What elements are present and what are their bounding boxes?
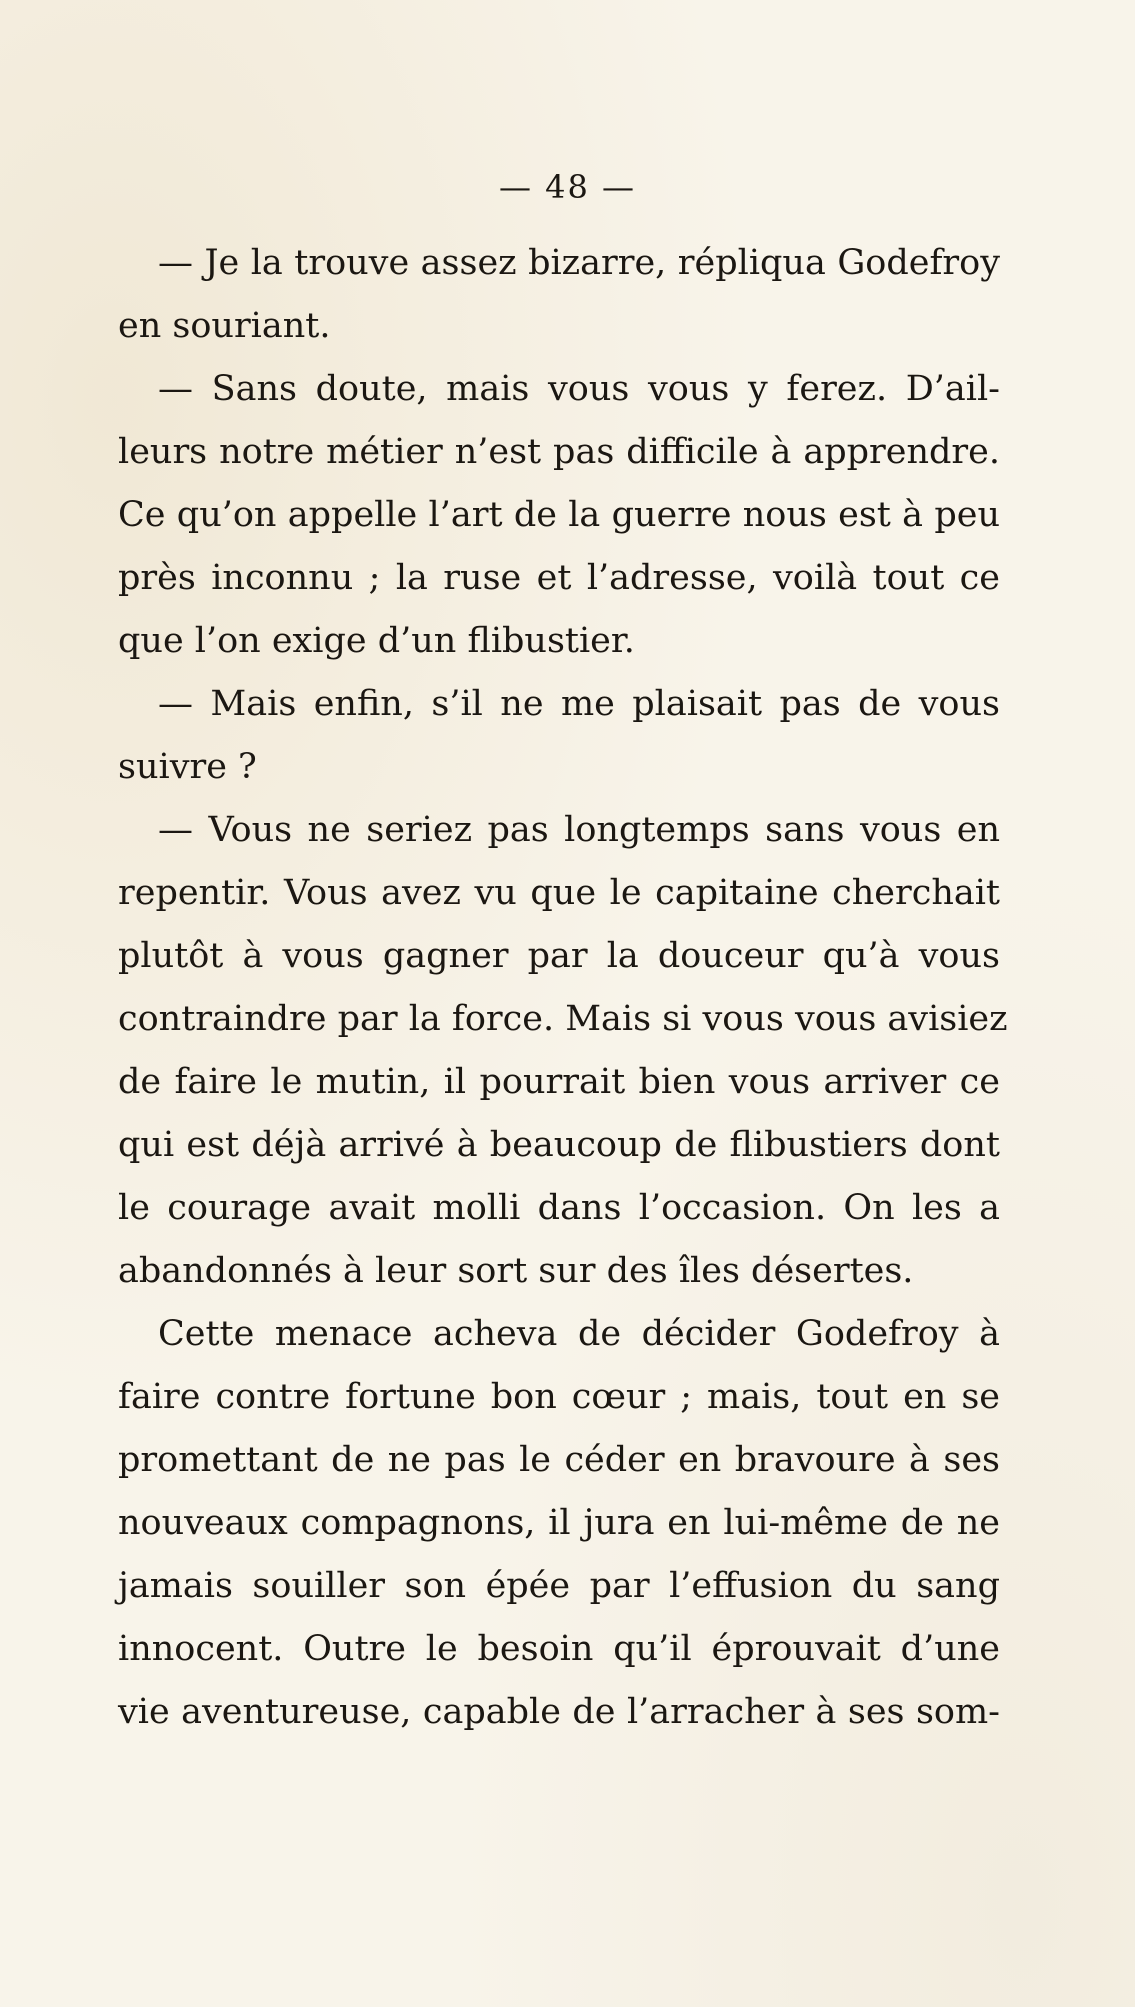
text-line: Ce qu’on appelle l’art de la guerre nous est à peu bbox=[118, 495, 1000, 535]
text-line: vie aventureuse, capable de l’arracher à ses som- bbox=[118, 1692, 1000, 1732]
page-number: — 48 — bbox=[498, 168, 637, 206]
text-line: contraindre par la force. Mais si vous vous avisiez bbox=[118, 999, 1008, 1039]
text-line: — Mais enfin, s’il ne me plaisait pas de vous bbox=[158, 684, 1000, 724]
text-line: jamais souiller son épée par l’effusion du sang bbox=[118, 1566, 1000, 1606]
text-line: promettant de ne pas le céder en bravoure à ses bbox=[118, 1440, 1000, 1480]
text-line: — Vous ne seriez pas longtemps sans vous en bbox=[158, 810, 1000, 850]
text-line: qui est déjà arrivé à beaucoup de flibustiers dont bbox=[118, 1125, 1000, 1165]
text-line: innocent. Outre le besoin qu’il éprouvait d’une bbox=[118, 1629, 1000, 1669]
text-line: — Sans doute, mais vous vous y ferez. D’ail- bbox=[158, 369, 1000, 409]
text-line: près inconnu ; la ruse et l’adresse, voilà tout ce bbox=[118, 558, 1000, 598]
text-line: en souriant. bbox=[118, 306, 331, 346]
text-line: le courage avait molli dans l’occasion. On les a bbox=[118, 1188, 1000, 1228]
text-line: plutôt à vous gagner par la douceur qu’à vous bbox=[118, 936, 1000, 976]
text-line: leurs notre métier n’est pas difficile à apprendre. bbox=[118, 432, 1000, 472]
text-line: — Je la trouve assez bizarre, répliqua Godefroy bbox=[158, 243, 1000, 283]
text-line: Cette menace acheva de décider Godefroy à bbox=[158, 1314, 1000, 1354]
body-text bbox=[118, 232, 1008, 1744]
text-line: abandonnés à leur sort sur des îles désertes. bbox=[118, 1251, 914, 1291]
text-line: que l’on exige d’un flibustier. bbox=[118, 621, 635, 661]
text-line: nouveaux compagnons, il jura en lui-même de ne bbox=[118, 1503, 1000, 1543]
text-line: de faire le mutin, il pourrait bien vous arriver ce bbox=[118, 1062, 1000, 1102]
text-line: faire contre fortune bon cœur ; mais, tout en se bbox=[118, 1377, 1000, 1417]
text-line: repentir. Vous avez vu que le capitaine cherchait bbox=[118, 873, 1000, 913]
text-line: suivre ? bbox=[118, 747, 257, 787]
